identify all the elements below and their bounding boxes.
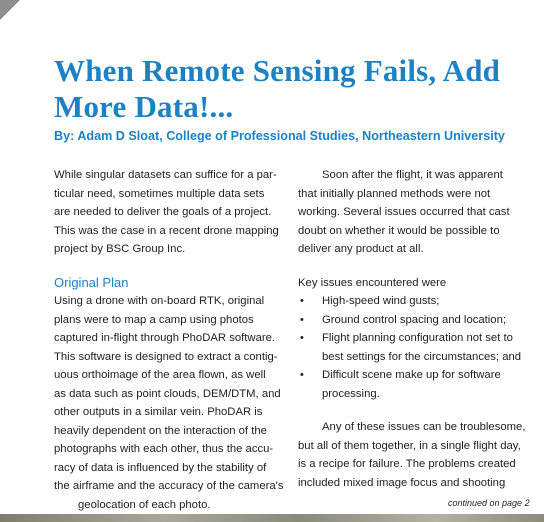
intro-line: This was the case in a recent drone mapping (54, 224, 279, 237)
list-item-line: Flight planning configuration not set to (322, 332, 513, 344)
left-column (54, 166, 286, 514)
intro-line: project by BSC Group Inc. (54, 243, 186, 255)
bullet-icon: • (300, 332, 304, 344)
list-item (298, 366, 534, 403)
list-item-line: best settings for the circumstances; and (322, 350, 522, 363)
list-item (298, 292, 534, 311)
article-title-line-2: More Data!... (54, 89, 234, 124)
section-heading-original-plan: Original Plan (54, 274, 129, 290)
article-title (54, 53, 534, 125)
bullet-icon: • (300, 369, 304, 381)
original-plan-line: racy of data is influenced by the stability of (54, 461, 267, 474)
bullet-icon: • (300, 313, 304, 326)
photo-strip (0, 514, 544, 522)
original-plan-line: as data such as point clouds, DEM/DTM, and (54, 387, 281, 400)
intro-line: are needed to deliver the goals of a project. (54, 206, 272, 218)
intro-line: While singular datasets can suffice for a par- (54, 169, 277, 181)
flight-line: working. Several issues occurred that cast (298, 206, 510, 218)
original-plan-paragraph (54, 292, 286, 514)
flight-paragraph (298, 166, 534, 259)
flight-line: that initially planned methods were not (298, 187, 491, 200)
list-item-line: High-speed wind gusts; (322, 295, 440, 307)
bullet-icon: • (300, 295, 304, 307)
original-plan-line: photographs with each other, thus the accu- (54, 443, 274, 455)
original-plan-line: other outputs in a similar vein. PhoDAR is (54, 406, 263, 418)
list-item-line: Difficult scene make up for software (322, 369, 501, 381)
original-plan-line: heavily dependent on the interaction of the (54, 424, 267, 437)
paragraph-spacer (298, 259, 534, 274)
key-issues-list (298, 292, 534, 403)
original-plan-line: uous orthoimage of the area flown, as well (54, 369, 266, 381)
flight-line: doubt on whether it would be possible to (298, 224, 500, 237)
original-plan-line: geolocation of each photo. (78, 498, 211, 511)
intro-line: ticular need, sometimes multiple data sets (54, 187, 265, 200)
article-byline: By: Adam D Sloat, College of Professional Studies, Northeastern University (54, 129, 505, 143)
closing-paragraph (298, 418, 534, 492)
original-plan-line: Using a drone with on-board RTK, original (54, 295, 265, 307)
closing-line: is a recipe for failure. The problems created (298, 458, 516, 470)
original-plan-line: captured in-flight through PhoDAR software. (54, 332, 276, 344)
intro-paragraph (54, 166, 286, 259)
original-plan-line: the airframe and the accuracy of the camera's (54, 480, 284, 492)
paragraph-spacer (298, 403, 534, 418)
list-item (298, 311, 534, 330)
key-issues-intro: Key issues encountered were (298, 276, 447, 289)
closing-line: but all of them together, in a single flight day, (298, 439, 521, 452)
list-item-line: processing. (322, 387, 380, 400)
original-plan-line: This software is designed to extract a contig- (54, 350, 278, 363)
page-corner-fold (0, 0, 20, 20)
article-title-line-1: When Remote Sensing Fails, Add (54, 53, 501, 88)
list-item-line: Ground control spacing and location; (322, 313, 507, 326)
flight-line: Soon after the flight, it was apparent (322, 169, 503, 181)
flight-line: deliver any product at all. (298, 243, 424, 255)
closing-line: included mixed image focus and shooting (298, 476, 506, 489)
closing-line: Any of these issues can be troublesome, (322, 421, 526, 433)
original-plan-line: plans were to map a camp using photos (54, 313, 254, 326)
continued-note: continued on page 2 (448, 498, 530, 508)
list-item (298, 329, 534, 366)
right-column (298, 166, 534, 492)
